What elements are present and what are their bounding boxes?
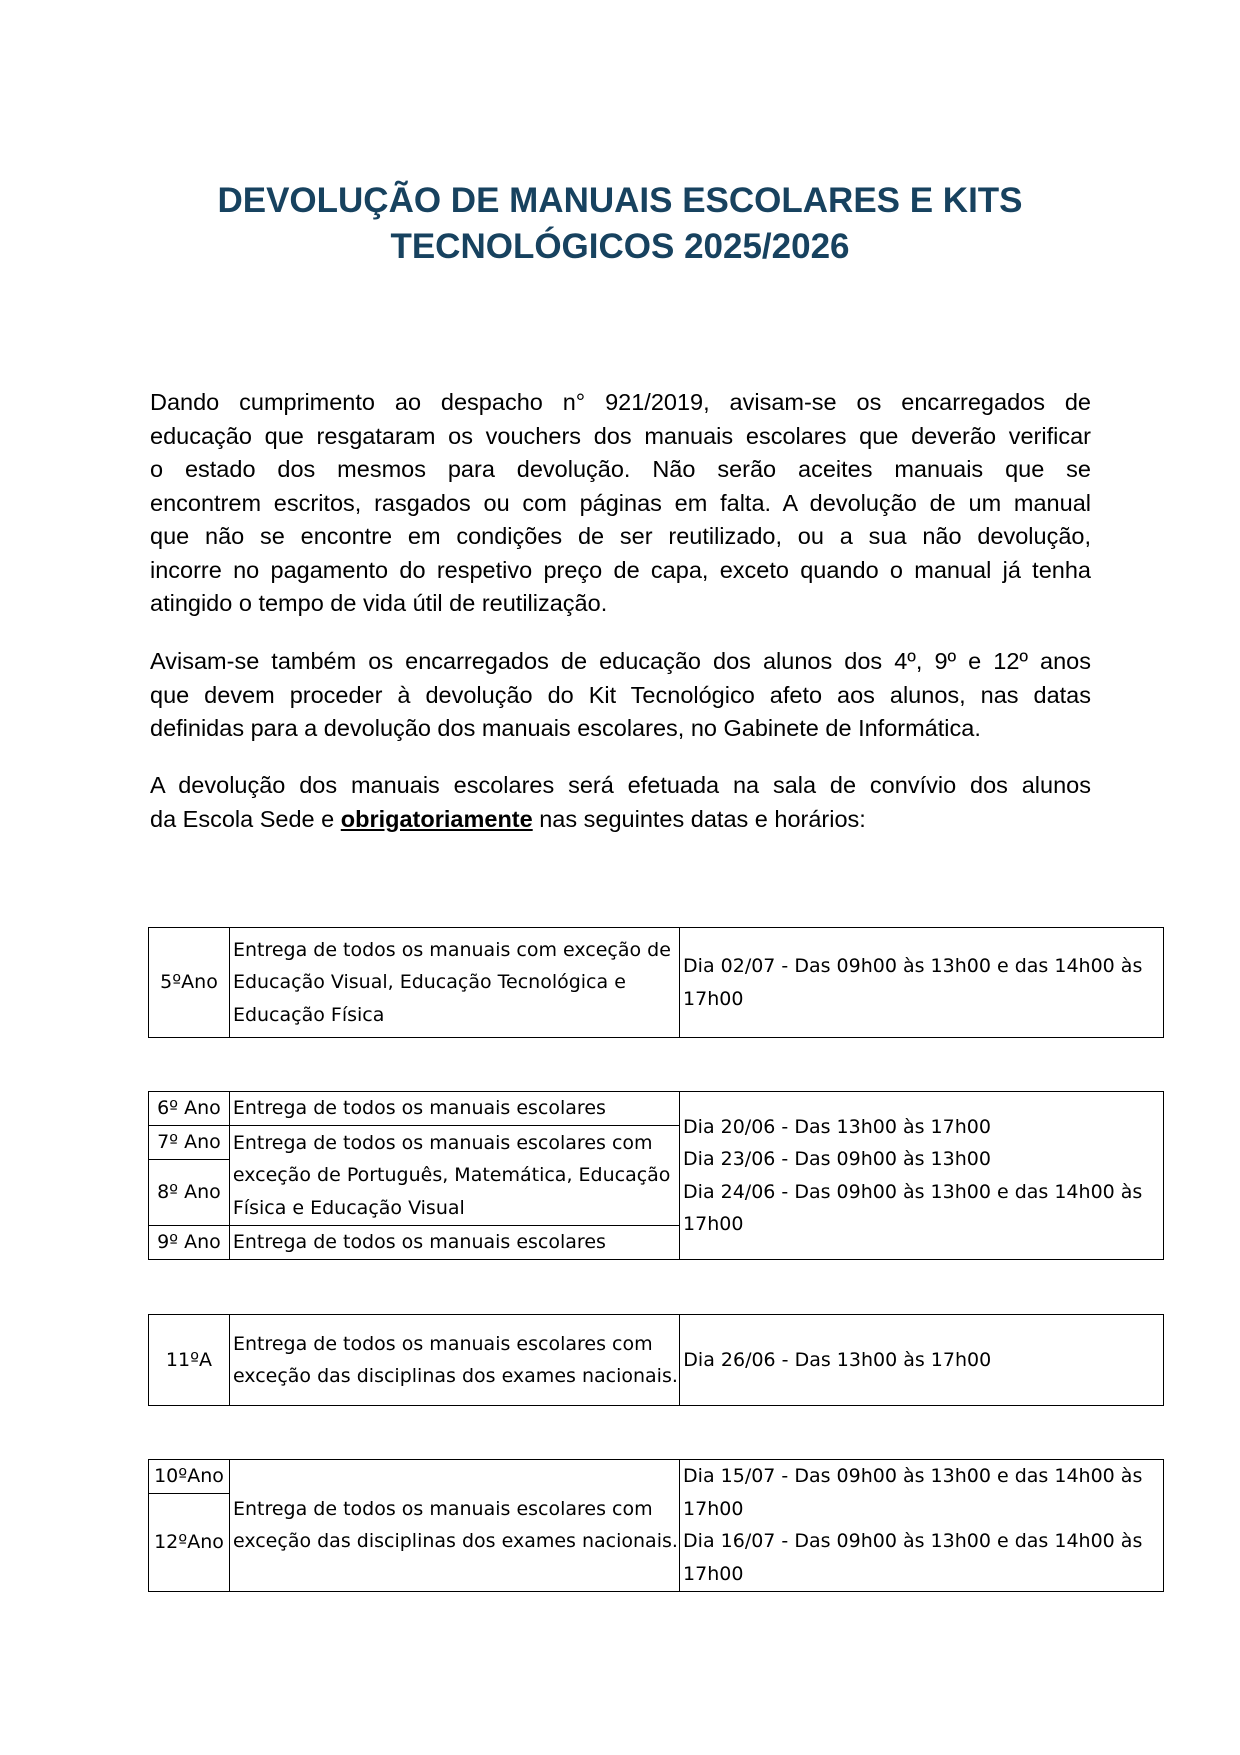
table-row [149, 1315, 1164, 1406]
schedule-line: Dia 24/06 - Das 09h00 às 13h00 e das 14h00 às [683, 1180, 1143, 1203]
schedule-line: 17h00 [683, 1497, 744, 1520]
schedule-cell [680, 1460, 1164, 1592]
document-title [150, 178, 1090, 270]
description-cell: Entrega de todos os manuais com exceção de Educação Visual, Educação Tecnológica e Educação Física [229, 928, 679, 1038]
year-cell: 5ºAno [149, 928, 230, 1038]
description-cell: Entrega de todos os manuais escolares com exceção das disciplinas dos exames nacionais. [229, 1460, 679, 1592]
schedule-line: 17h00 [683, 1213, 744, 1235]
text-line: que não se encontre em condições de ser reutilizado, ou a sua não devolução, [150, 523, 1091, 549]
schedule-line: Dia 02/07 - Das 09h00 às 13h00 e das 14h00 às [683, 955, 1143, 977]
paragraph-kit-notice [150, 645, 1091, 746]
text-line: encontrem escritos, rasgados ou com páginas em falta. A devolução de um manual [150, 489, 1091, 516]
schedule-line: Dia 20/06 - Das 13h00 às 17h00 [683, 1115, 991, 1138]
title-line-1: DEVOLUÇÃO DE MANUAIS ESCOLARES E KITS [217, 181, 1023, 220]
table-row [149, 928, 1164, 1038]
description-cell: Entrega de todos os manuais escolares com exceção de Português, Matemática, Educação Física e Educação Visual [229, 1126, 679, 1226]
schedule-line: 17h00 [683, 987, 744, 1010]
paragraph-location-notice [150, 769, 1091, 836]
table-row [149, 1460, 1164, 1494]
text-line [150, 803, 1091, 837]
year-cell: 8º Ano [149, 1160, 230, 1226]
text-line: A devolução dos manuais escolares será efetuada na sala de convívio dos alunos [150, 772, 1091, 798]
text-line: incorre no pagamento do respetivo preço de capa, exceto quando o manual já tenha [150, 556, 1091, 583]
year-cell: 10ºAno [149, 1460, 230, 1494]
emphasis-mandatory: obrigatoriamente [340, 805, 533, 832]
year-cell: 7º Ano [149, 1126, 230, 1160]
schedule-table-10th-12th-grade [148, 1459, 1164, 1592]
schedule-cell [680, 1315, 1164, 1406]
schedule-cell [680, 928, 1164, 1038]
year-cell: 9º Ano [149, 1226, 230, 1260]
description-cell: Entrega de todos os manuais escolares com exceção das disciplinas dos exames nacionais. [229, 1315, 679, 1406]
text-line: atingido o tempo de vida útil de reutilização. [150, 590, 608, 616]
year-cell: 6º Ano [149, 1092, 230, 1126]
text-fragment: nas seguintes datas e horários: [532, 805, 866, 832]
year-cell: 11ºA [149, 1315, 230, 1406]
text-line: Dando cumprimento ao despacho n° 921/2019, avisam-se os encarregados de [150, 389, 1091, 415]
text-line: educação que resgataram os vouchers dos manuais escolares que deverão verificar [150, 422, 1091, 449]
text-line: definidas para a devolução dos manuais escolares, no Gabinete de Informática. [150, 715, 981, 741]
schedule-table-5th-grade [148, 927, 1164, 1038]
text-line: o estado dos mesmos para devolução. Não serão aceites manuais que se [150, 456, 1091, 482]
schedule-cell [680, 1092, 1164, 1260]
title-line-2: TECNOLÓGICOS 2025/2026 [390, 227, 850, 266]
description-cell: Entrega de todos os manuais escolares [229, 1092, 679, 1126]
paragraph-dispatch-notice [150, 386, 1091, 621]
text-line: que devem proceder à devolução do Kit Tecnológico afeto aos alunos, nas datas [150, 681, 1091, 708]
description-cell: Entrega de todos os manuais escolares [229, 1226, 679, 1260]
year-cell: 12ºAno [149, 1493, 230, 1591]
schedule-line: Dia 15/07 - Das 09h00 às 13h00 e das 14h00 às [683, 1465, 1143, 1488]
table-row [149, 1092, 1164, 1126]
schedule-line: 17h00 [683, 1562, 744, 1585]
text-fragment: da Escola Sede e [150, 805, 341, 832]
schedule-line: Dia 16/07 - Das 09h00 às 13h00 e das 14h00 às [683, 1530, 1143, 1553]
schedule-line: Dia 26/06 - Das 13h00 às 17h00 [683, 1348, 992, 1371]
text-line: Avisam-se também os encarregados de educação dos alunos dos 4º, 9º e 12º anos [150, 648, 1091, 674]
schedule-line: Dia 23/06 - Das 09h00 às 13h00 [683, 1148, 991, 1170]
schedule-table-6th-9th-grade [148, 1091, 1164, 1260]
schedule-table-11th-grade [148, 1314, 1164, 1406]
